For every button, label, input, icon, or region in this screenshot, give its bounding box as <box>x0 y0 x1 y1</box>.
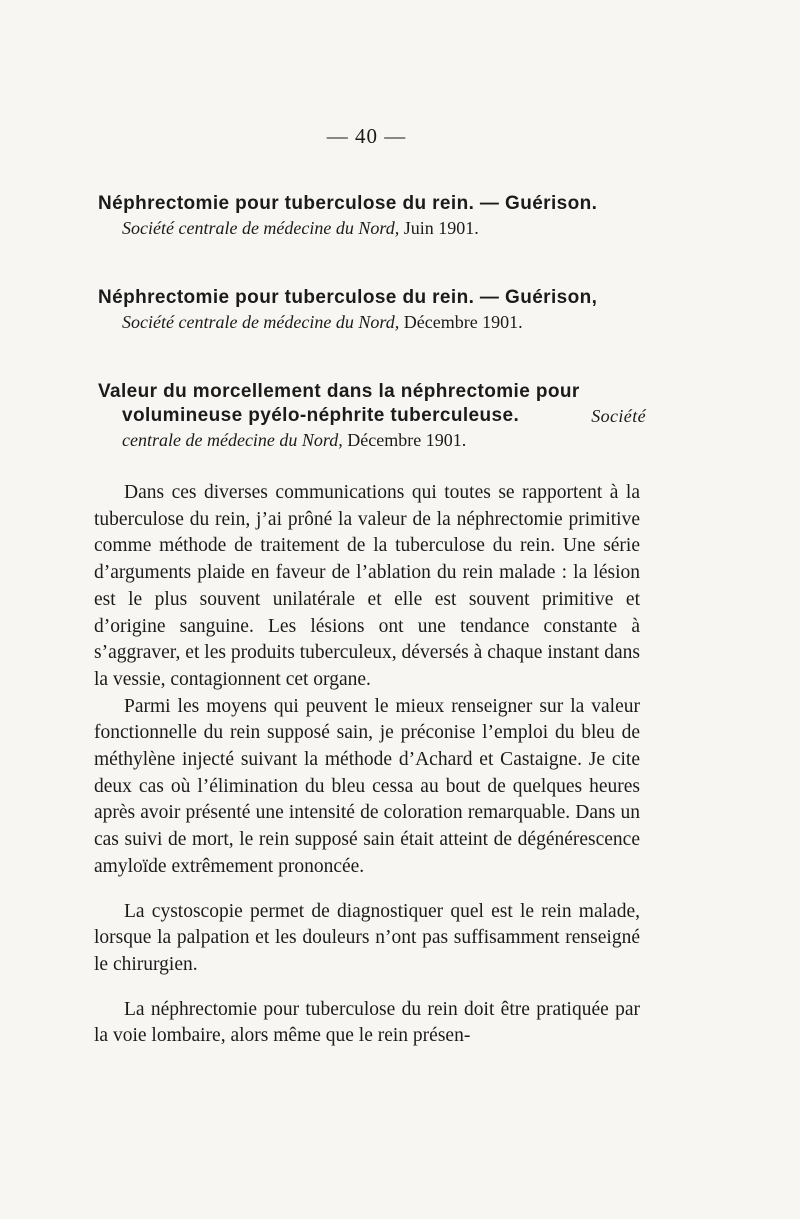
entry-source-date: Décembre 1901. <box>347 430 467 450</box>
bibliography-entry <box>98 286 646 334</box>
body-text <box>94 480 640 1050</box>
entry-title: Néphrectomie pour tuberculose du rein. — Guérison. <box>98 193 598 214</box>
paragraph: La cystoscopie permet de diagnostiquer quel est le rein malade, lorsque la palpation et les douleurs n’ont pas suffisamment renseigné le chirurgien. <box>94 900 640 975</box>
entry-source-date: Décembre 1901. <box>403 312 523 332</box>
entry-source-date: Juin 1901. <box>403 218 479 238</box>
entry-source-society: centrale de médecine du Nord, <box>122 430 343 450</box>
entry-title: Néphrectomie pour tuberculose du rein. — Guérison, <box>98 287 598 308</box>
entry-title-line <box>98 404 646 428</box>
bibliography-entry <box>98 380 646 452</box>
entry-title-line: Valeur du morcellement dans la néphrectomie pour <box>98 381 580 402</box>
entry-source <box>98 310 646 334</box>
bibliography-entry <box>98 192 646 240</box>
entry-title <box>98 380 646 428</box>
paragraph: Dans ces diverses communications qui toutes se rapportent à la tuberculose du rein, j’ai prôné la valeur de la néphrectomie primitive comme méthode de traitement de la tuberculose du rein. Une série d’arguments plaide en faveur de l’ablation du rein malade : la lésion est le plus souvent unilatérale et elle est souvent primitive et d’origine sanguine. Les lésions ont une tendance constante à s’aggraver, et les produits tuberculeux, déversés à chaque instant dans la vessie, contagionnent cet organe. <box>94 482 640 690</box>
paragraph: La néphrectomie pour tuberculose du rein doit être pratiquée par la voie lombaire, alors même que le rein présen- <box>94 998 640 1047</box>
entry-source-society: Société <box>591 406 646 426</box>
entry-source-society: Société centrale de médecine du Nord, <box>122 312 400 332</box>
paragraph: Parmi les moyens qui peuvent le mieux renseigner sur la valeur fonctionnelle du rein supposé sain, je préconise l’emploi du bleu de méthylène injecté suivant la méthode d’Achard et Castaigne. Je cite deux cas où l’élimination du bleu cessa au bout de quelques heures après avoir présenté une intensité de coloration remarquable. Dans un cas suivi de mort, le rein supposé sain était atteint de dégénérescence amyloïde extrêmement prononcée. <box>94 695 640 877</box>
entry-source <box>98 428 646 452</box>
entry-source <box>98 216 646 240</box>
entry-title-continuation: volumineuse pyélo-néphrite tuberculeuse. <box>122 405 520 426</box>
entry-source-society: Société centrale de médecine du Nord, <box>122 218 400 238</box>
page-number: — 40 — <box>326 124 407 148</box>
